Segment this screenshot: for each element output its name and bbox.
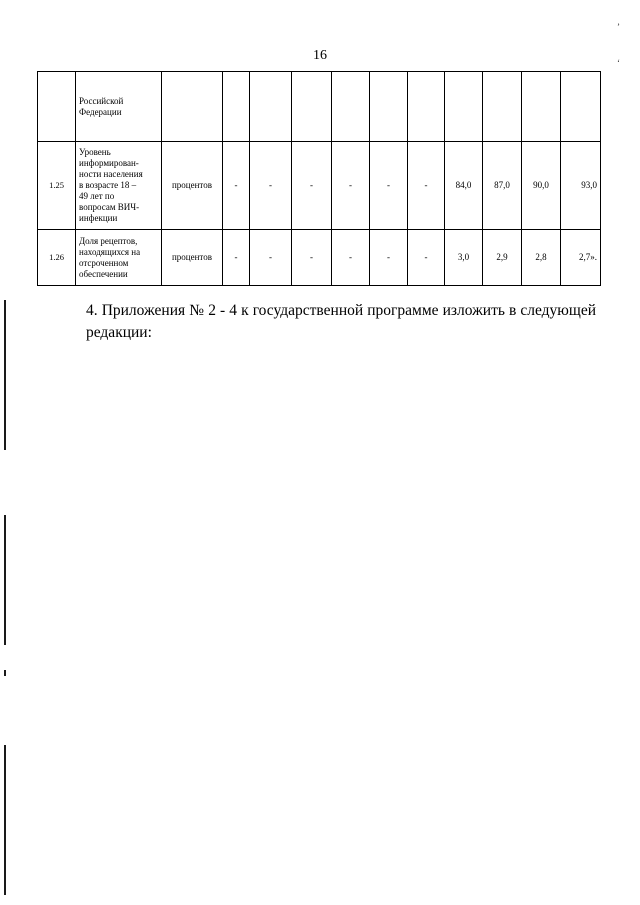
row-number: 1.25 bbox=[38, 142, 76, 230]
scan-edge-line bbox=[4, 300, 6, 450]
scan-edge-line bbox=[4, 515, 6, 645]
indicator-name bbox=[76, 142, 162, 230]
value-cell bbox=[483, 72, 522, 142]
indicator-name-line: обеспечении bbox=[79, 268, 128, 279]
scan-edge-line bbox=[4, 670, 6, 676]
value-cell: 3,0 bbox=[445, 230, 483, 286]
unit-cell: процентов bbox=[162, 142, 223, 230]
value-cell bbox=[408, 72, 445, 142]
value-cell: 90,0 bbox=[522, 142, 561, 230]
indicator-name bbox=[76, 72, 162, 142]
row-number bbox=[38, 72, 76, 142]
value-cell bbox=[292, 72, 332, 142]
indicator-name-line: Доля рецептов, bbox=[79, 235, 138, 246]
indicator-name-line: отсроченном bbox=[79, 257, 129, 268]
value-cell bbox=[522, 72, 561, 142]
scan-mark: ’ bbox=[617, 22, 620, 32]
unit-cell: процентов bbox=[162, 230, 223, 286]
value-cell: - bbox=[370, 142, 408, 230]
value-cell: - bbox=[332, 230, 370, 286]
value-cell: - bbox=[250, 230, 292, 286]
instruction-paragraph: 4. Приложения № 2 - 4 к государственной программе изложить в следующей редакции: bbox=[86, 302, 596, 341]
table-row bbox=[38, 230, 601, 286]
page-number: 16 bbox=[313, 48, 327, 63]
indicators-table bbox=[37, 71, 601, 286]
indicator-name-line: вопросам ВИЧ- bbox=[79, 202, 140, 212]
row-number: 1.26 bbox=[38, 230, 76, 286]
indicator-name-line: Уровень bbox=[79, 147, 111, 157]
table-row bbox=[38, 142, 601, 230]
value-cell: 2,9 bbox=[483, 230, 522, 286]
value-cell: 2,8 bbox=[522, 230, 561, 286]
value-cell: 84,0 bbox=[445, 142, 483, 230]
indicator-name bbox=[76, 230, 162, 286]
value-cell: - bbox=[332, 142, 370, 230]
value-cell: - bbox=[370, 230, 408, 286]
indicator-name-line: 49 лет по bbox=[79, 191, 115, 201]
value-cell bbox=[445, 72, 483, 142]
value-cell: - bbox=[223, 142, 250, 230]
value-cell bbox=[332, 72, 370, 142]
value-cell: 87,0 bbox=[483, 142, 522, 230]
value-cell: - bbox=[250, 142, 292, 230]
indicator-name-line: в возрасте 18 – bbox=[79, 180, 137, 190]
unit-cell bbox=[162, 72, 223, 142]
value-cell: 93,0 bbox=[561, 142, 601, 230]
indicator-name-line: находящихся на bbox=[79, 246, 141, 257]
table-row bbox=[38, 72, 601, 142]
value-cell: - bbox=[292, 230, 332, 286]
indicator-name-line: Федерации bbox=[79, 106, 122, 117]
scan-edge-line bbox=[4, 745, 6, 895]
scan-mark: ‘ bbox=[617, 58, 620, 68]
indicator-name-line: инфекции bbox=[79, 213, 118, 223]
value-cell: - bbox=[292, 142, 332, 230]
indicator-name-line: информирован- bbox=[79, 158, 139, 168]
indicator-name-line: ности населения bbox=[79, 169, 143, 179]
value-cell bbox=[370, 72, 408, 142]
value-cell bbox=[561, 72, 601, 142]
value-cell: - bbox=[408, 142, 445, 230]
value-cell: - bbox=[408, 230, 445, 286]
value-cell: - bbox=[223, 230, 250, 286]
value-cell bbox=[250, 72, 292, 142]
value-cell bbox=[223, 72, 250, 142]
indicator-name-line: Российской bbox=[79, 95, 124, 106]
value-cell: 2,7». bbox=[561, 230, 601, 286]
